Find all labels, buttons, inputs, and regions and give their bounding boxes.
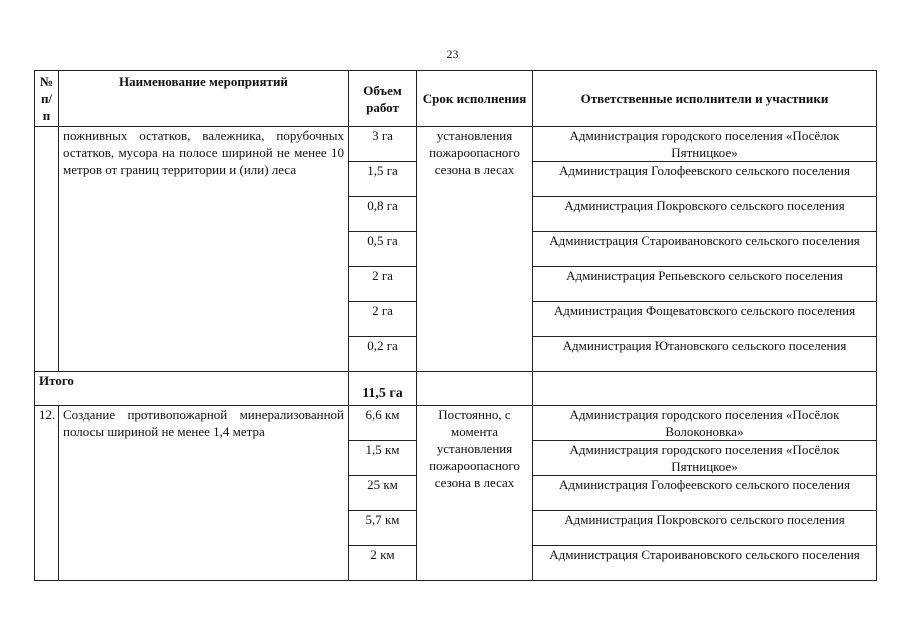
block1-responsible: Администрация Покровского сельского поселения bbox=[533, 197, 877, 232]
total-term bbox=[417, 372, 533, 406]
block1-volume: 0,5 га bbox=[349, 232, 417, 267]
header-name: Наименование мероприятий bbox=[59, 71, 349, 127]
block1-responsible: Администрация Ютановского сельского поселения bbox=[533, 337, 877, 372]
table-header-row bbox=[35, 71, 877, 127]
block2-volume: 2 км bbox=[349, 546, 417, 581]
block2-volume: 5,7 км bbox=[349, 511, 417, 546]
block1-volume: 1,5 га bbox=[349, 162, 417, 197]
total-responsible bbox=[533, 372, 877, 406]
block1-responsible: Администрация Фощеватовского сельского поселения bbox=[533, 302, 877, 337]
events-table bbox=[34, 70, 877, 581]
block2-volume: 6,6 км bbox=[349, 406, 417, 441]
block2-volume: 25 км bbox=[349, 476, 417, 511]
total-label: Итого bbox=[35, 372, 349, 406]
block2-responsible: Администрация городского поселения «Посёлок Волоконовка» bbox=[533, 406, 877, 441]
block1-responsible: Администрация городского поселения «Посёлок Пятницкое» bbox=[533, 127, 877, 162]
block1-name: пожнивных остатков, валежника, порубочных остатков, мусора на полосе шириной не менее 10 метров от границ территории и (или) леса bbox=[59, 127, 349, 372]
block2-term: Постоянно, с момента установления пожароопасного сезона в лесах bbox=[417, 406, 533, 581]
block1-volume: 2 га bbox=[349, 302, 417, 337]
header-term: Срок исполнения bbox=[417, 71, 533, 127]
block2-volume: 1,5 км bbox=[349, 441, 417, 476]
block2-responsible: Администрация Голофеевского сельского поселения bbox=[533, 476, 877, 511]
table-row bbox=[35, 127, 877, 162]
block2-num: 12. bbox=[35, 406, 59, 581]
block2-responsible: Администрация Покровского сельского поселения bbox=[533, 511, 877, 546]
total-volume: 11,5 га bbox=[349, 372, 417, 406]
block1-volume: 0,8 га bbox=[349, 197, 417, 232]
block1-responsible: Администрация Староивановского сельского поселения bbox=[533, 232, 877, 267]
block1-volume: 3 га bbox=[349, 127, 417, 162]
block1-volume: 0,2 га bbox=[349, 337, 417, 372]
header-responsible: Ответственные исполнители и участники bbox=[533, 71, 877, 127]
block2-name: Создание противопожарной минерализованной полосы шириной не менее 1,4 метра bbox=[59, 406, 349, 581]
header-num: № п/п bbox=[35, 71, 59, 127]
block1-num bbox=[35, 127, 59, 372]
block1-term: установления пожароопасного сезона в лесах bbox=[417, 127, 533, 372]
block1-responsible: Администрация Голофеевского сельского поселения bbox=[533, 162, 877, 197]
table-row bbox=[35, 406, 877, 441]
block1-responsible: Администрация Репьевского сельского поселения bbox=[533, 267, 877, 302]
block2-responsible: Администрация городского поселения «Посёлок Пятницкое» bbox=[533, 441, 877, 476]
total-row bbox=[35, 372, 877, 406]
header-volume: Объем работ bbox=[349, 71, 417, 127]
page-number: 23 bbox=[446, 47, 459, 61]
block2-responsible: Администрация Староивановского сельского поселения bbox=[533, 546, 877, 581]
block1-volume: 2 га bbox=[349, 267, 417, 302]
